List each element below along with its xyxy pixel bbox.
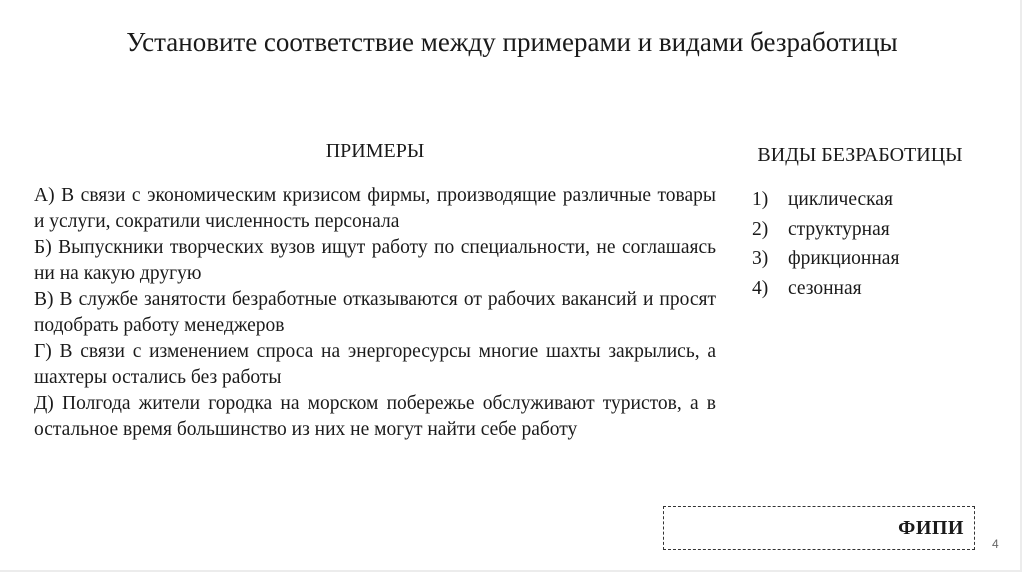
type-label: структурная <box>788 218 890 240</box>
type-label: фрикционная <box>788 248 900 269</box>
example-item-a: А) В связи с экономическим кризисом фирмы, производящие различные товары и услуги, сократили численность персонала <box>34 185 716 232</box>
types-header: ВИДЫ БЕЗРАБОТИЦЫ <box>757 144 963 166</box>
page-number: 4 <box>992 537 999 551</box>
source-label: ФИПИ <box>898 516 964 539</box>
type-item-3 <box>752 244 899 274</box>
type-number: 2) <box>752 218 769 240</box>
examples-header: ПРИМЕРЫ <box>325 140 425 162</box>
type-number: 4) <box>752 277 769 299</box>
example-item-v: В) В службе занятости безработные отказываются от рабочих вакансий и просят подобрать работу менеджеров <box>34 289 716 336</box>
example-item-b: Б) Выпускники творческих вузов ищут работу по специальности, не соглашаясь ни на какую другую <box>34 237 716 284</box>
type-item-2 <box>752 215 899 245</box>
page-title: Установите соответствие между примерами и видами безработицы <box>126 27 898 57</box>
type-number: 3) <box>752 248 769 269</box>
type-item-1 <box>752 185 899 215</box>
example-item-d: Д) Полгода жители городка на морском побережье обслуживают туристов, а в остальное время большинство из них не могут найти себе работу <box>34 393 716 440</box>
source-box <box>663 506 975 550</box>
types-list <box>752 185 899 303</box>
type-label: сезонная <box>788 277 862 299</box>
type-item-4 <box>752 274 899 304</box>
type-number: 1) <box>752 189 769 210</box>
example-item-g: Г) В связи с изменением спроса на энергоресурсы многие шахты закрылись, а шахтеры остались без работы <box>34 341 716 388</box>
type-label: циклическая <box>788 189 893 210</box>
examples-list <box>34 183 716 443</box>
